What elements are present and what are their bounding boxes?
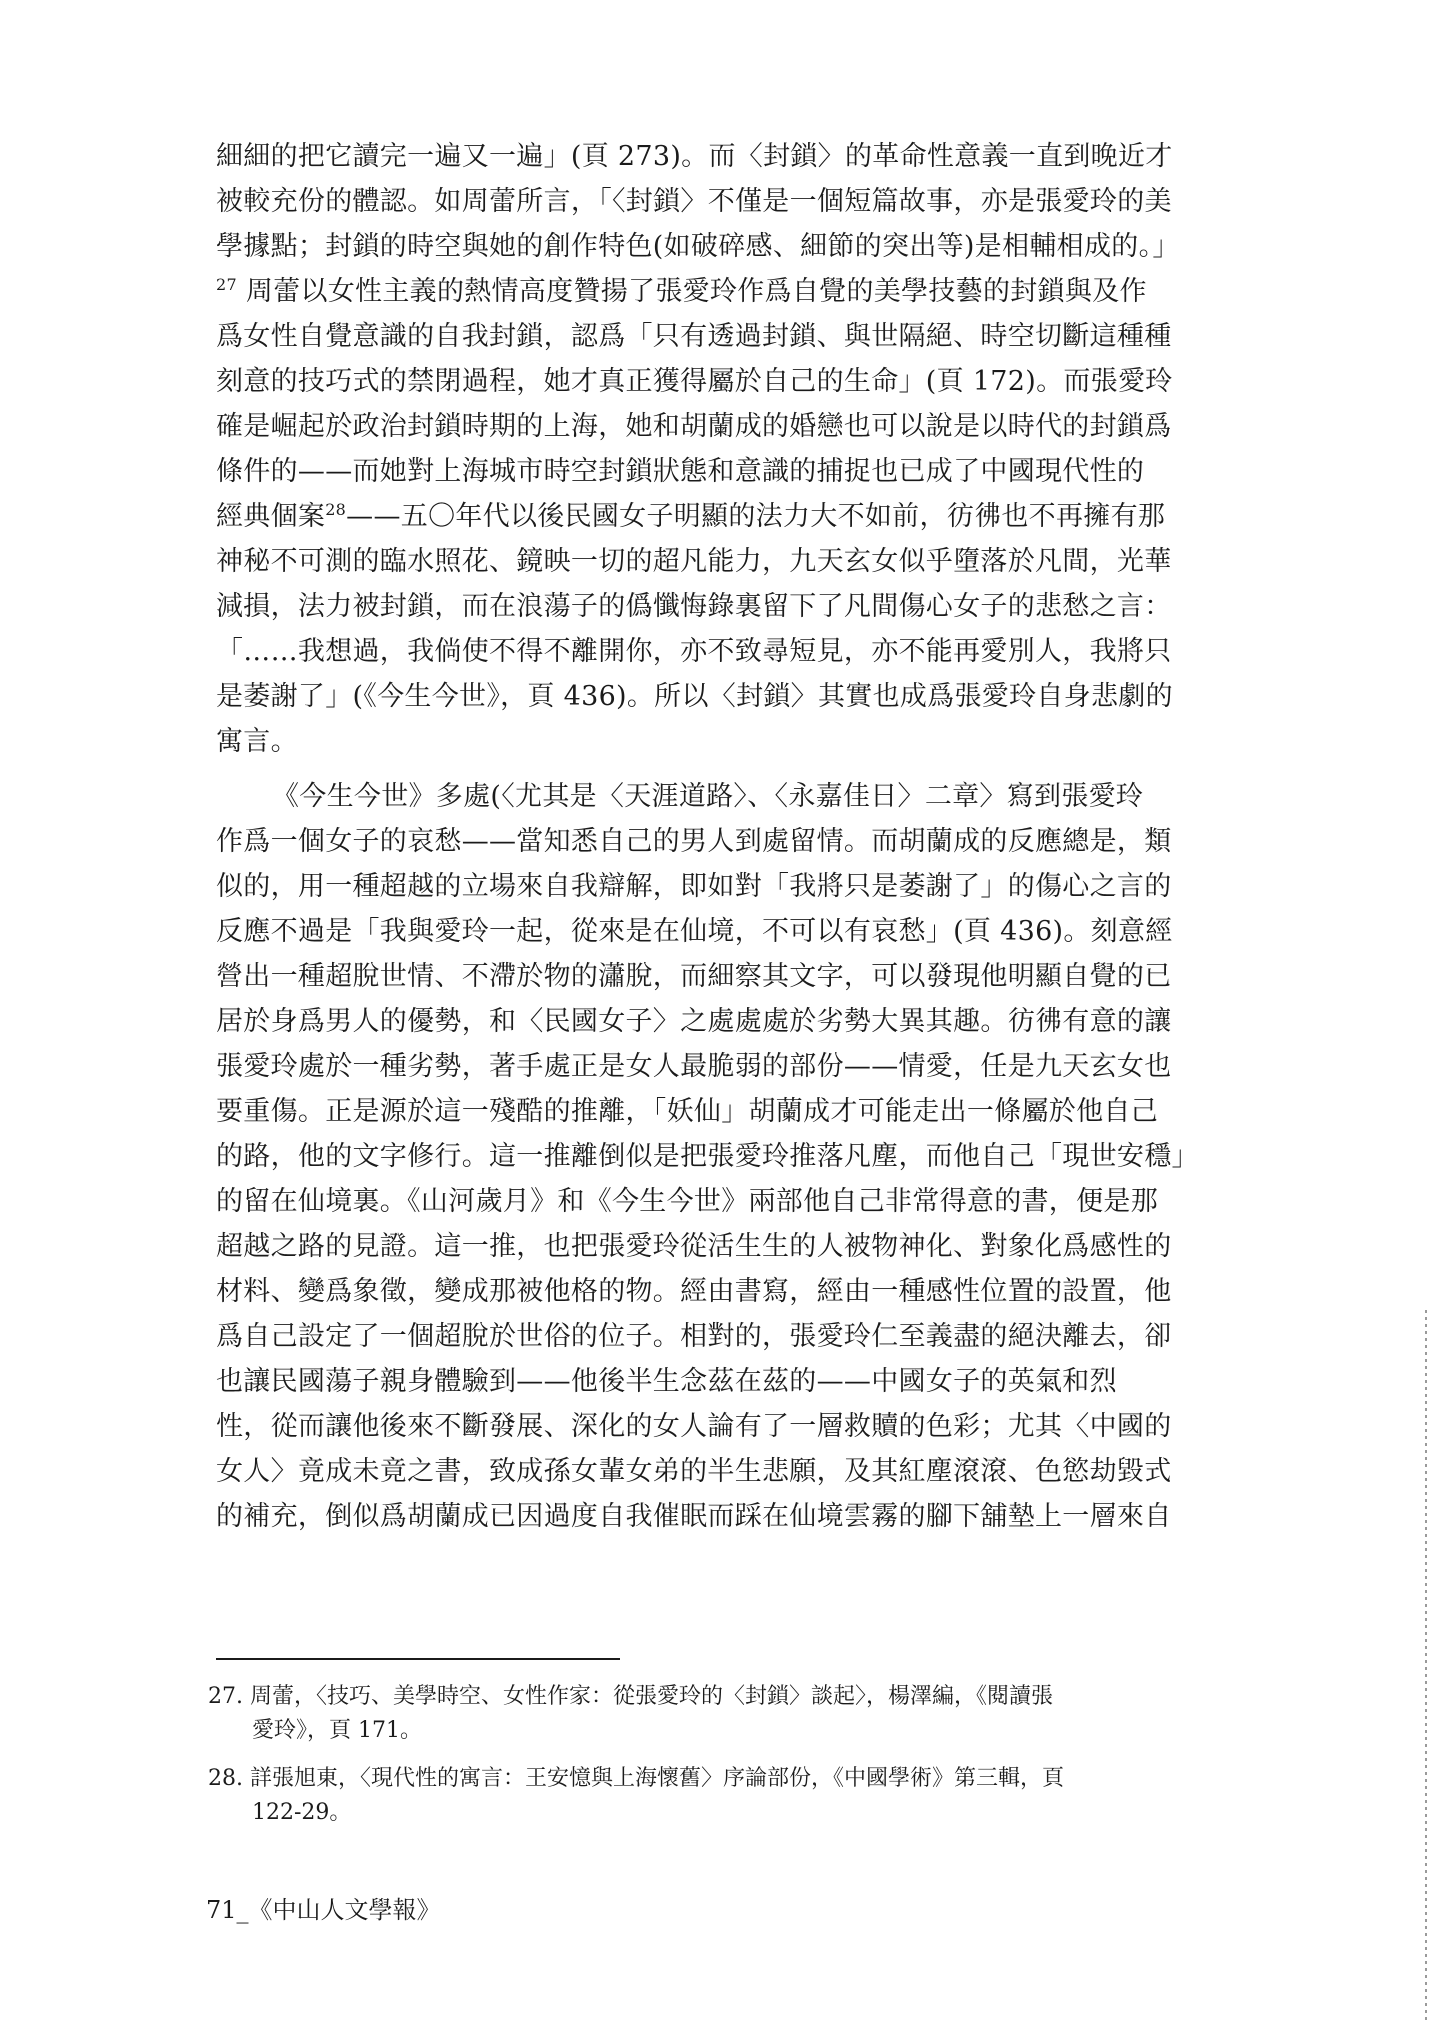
paragraph-gap: [216, 764, 1200, 774]
footnote-line: 愛玲》，頁 171。: [252, 1718, 422, 1743]
footnote-line: 122-29。: [252, 1800, 352, 1825]
page-folio: 71_《中山人文學報》: [206, 1896, 441, 1924]
body-line: 被較充份的體認。如周蕾所言，「〈封鎖〉不僅是一個短篇故事，亦是張愛玲的美: [216, 186, 1172, 217]
body-line: 材料、變爲象徵，變成那被他格的物。經由書寫，經由一種感性位置的設置，他: [216, 1276, 1172, 1307]
footnotes: [208, 1680, 1198, 1844]
footnote-ref-27[interactable]: 27: [216, 275, 237, 294]
body-line: [216, 494, 1200, 539]
body-line: 爲女性自覺意識的自我封鎖，認爲「只有透過封鎖、與世隔絕、時空切斷這種種: [216, 321, 1172, 352]
footnote-28: [208, 1762, 1198, 1830]
body-line: 學據點；封鎖的時空與她的創作特色(如破碎感、細節的突出等)是相輔相成的。」: [216, 231, 1180, 262]
footnote-line: [208, 1762, 1198, 1796]
body-line: 反應不過是「我與愛玲一起，從來是在仙境，不可以有哀愁」(頁 436)。刻意經: [216, 916, 1173, 947]
footnote-27: [208, 1680, 1198, 1748]
body-line: 居於身爲男人的優勢，和〈民國女子〉之處處處於劣勢大異其趣。彷彿有意的讓: [216, 1006, 1172, 1037]
body-line: 細細的把它讀完一遍又一遍」(頁 273)。而〈封鎖〉的革命性意義一直到晚近才: [216, 141, 1173, 172]
body-line: 的留在仙境裏。《山河歲月》和《今生今世》兩部他自己非常得意的書，便是那: [216, 1186, 1158, 1217]
body-line-text: 周蕾以女性主義的熱情高度贊揚了張愛玲作爲自覺的美學技藝的封鎖與及作: [245, 276, 1147, 307]
body-line: 女人〉竟成未竟之書，致成孫女輩女弟的半生悲願，及其紅塵滾滾、色慾劫毀式: [216, 1456, 1172, 1487]
body-line: 的路，他的文字修行。這一推離倒似是把張愛玲推落凡塵，而他自己「現世安穩」: [216, 1141, 1199, 1172]
body-line: 似的，用一種超越的立場來自我辯解，即如對「我將只是萎謝了」的傷心之言的: [216, 871, 1172, 902]
body-text: [216, 134, 1200, 1539]
body-line: 條件的——而她對上海城市時空封鎖狀態和意識的捕捉也已成了中國現代性的: [216, 456, 1145, 487]
body-line: 張愛玲處於一種劣勢，著手處正是女人最脆弱的部份——情愛，任是九天玄女也: [216, 1051, 1172, 1082]
footnote-number: 28.: [208, 1766, 243, 1791]
body-line: 要重傷。正是源於這一殘酷的推離，「妖仙」胡蘭成才可能走出一條屬於他自己: [216, 1096, 1158, 1127]
body-line-text: 經典個案: [216, 501, 326, 532]
body-line: 確是崛起於政治封鎖時期的上海，她和胡蘭成的婚戀也可以說是以時代的封鎖爲: [216, 411, 1172, 442]
body-line: 超越之路的見證。這一推，也把張愛玲從活生生的人被物神化、對象化爲感性的: [216, 1231, 1172, 1262]
footnote-divider: [216, 1658, 620, 1660]
footnote-ref-28[interactable]: 28: [325, 500, 347, 519]
body-line: 是萎謝了」(《今生今世》，頁 436)。所以〈封鎖〉其實也成爲張愛玲自身悲劇的: [216, 681, 1173, 712]
body-line: [216, 269, 1200, 314]
body-line: 神秘不可測的臨水照花、鏡映一切的超凡能力，九天玄女似乎墮落於凡間，光華: [216, 546, 1172, 577]
body-line: 刻意的技巧式的禁閉過程，她才真正獲得屬於自己的生命」(頁 172)。而張愛玲: [216, 366, 1173, 397]
body-line: 的補充，倒似爲胡蘭成已因過度自我催眠而踩在仙境雲霧的腳下舖墊上一層來自: [216, 1501, 1172, 1532]
body-line: 減損，法力被封鎖，而在浪蕩子的僞懺悔錄裏留下了凡間傷心女子的悲愁之言：: [216, 591, 1172, 622]
body-line: 也讓民國蕩子親身體驗到——他後半生念茲在茲的——中國女子的英氣和烈: [216, 1366, 1117, 1397]
body-line: 爲自己設定了一個超脫於世俗的位子。相對的，張愛玲仁至義盡的絕決離去，卻: [216, 1321, 1172, 1352]
body-line: 性，從而讓他後來不斷發展、深化的女人論有了一層救贖的色彩；尤其〈中國的: [216, 1411, 1172, 1442]
body-line-text: ——五〇年代以後民國女子明顯的法力大不如前，彷彿也不再擁有那: [346, 501, 1166, 532]
footnote-line: [208, 1680, 1198, 1714]
body-line: 《今生今世》多處(〈尤其是〈天涯道路〉、〈永嘉佳日〉二章〉寫到張愛玲: [272, 781, 1144, 812]
body-line: 作爲一個女子的哀愁——當知悉自己的男人到處留情。而胡蘭成的反應總是，類: [216, 826, 1172, 857]
footnote-text: 詳張旭東，〈現代性的寓言：王安憶與上海懷舊〉序論部份，《中國學術》第三輯，頁: [250, 1766, 1065, 1791]
scan-edge-artifact: [1425, 1310, 1427, 2024]
body-line: 「……我想過，我倘使不得不離開你，亦不致尋短見，亦不能再愛別人，我將只: [216, 636, 1172, 667]
footnote-number: 27.: [208, 1684, 243, 1709]
body-line: 寓言。: [216, 726, 298, 757]
footnote-text: 周蕾，〈技巧、美學時空、女性作家：從張愛玲的〈封鎖〉談起〉，楊澤編，《閱讀張: [250, 1684, 1054, 1709]
body-line: 營出一種超脫世情、不滯於物的瀟脫，而細察其文字，可以發現他明顯自覺的已: [216, 961, 1172, 992]
